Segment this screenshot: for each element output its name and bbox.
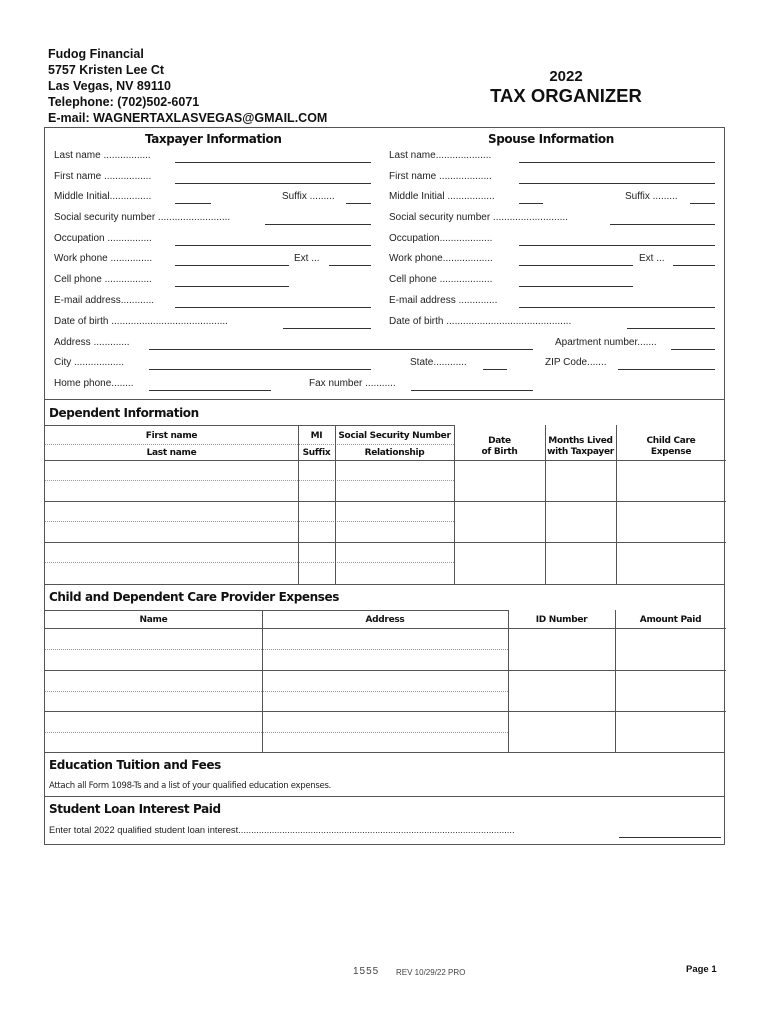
care-col-address: Address (365, 615, 405, 625)
dependent-row[interactable] (45, 543, 726, 585)
spouse-dob-field[interactable] (627, 328, 715, 329)
care-provider-section (44, 584, 725, 753)
care-col-id: ID Number (535, 615, 588, 625)
spouse-heading: Spouse Information (488, 132, 614, 146)
spouse-ssn-field[interactable] (610, 224, 715, 225)
taxpayer-last-name-label: Last name ................. (54, 150, 151, 161)
spouse-occupation-field[interactable] (519, 245, 715, 246)
care-provider-row[interactable] (45, 629, 726, 670)
spouse-ssn-label: Social security number ........................... (389, 212, 568, 223)
zip-code-label: ZIP Code....... (545, 357, 607, 368)
form-code: 1555 (353, 966, 380, 977)
dependent-col-suffix: Suffix (302, 448, 331, 458)
spouse-cell-phone-field[interactable] (519, 286, 633, 287)
taxpayer-first-name-label: First name ................. (54, 171, 152, 182)
spouse-last-name-label: Last name.................... (389, 150, 492, 161)
dependent-col-care-expense (616, 436, 726, 458)
dependent-col-relationship: Relationship (364, 448, 425, 458)
firm-address-line2: Las Vegas, NV 89110 (48, 79, 172, 93)
revision-code: REV 10/29/22 PRO (396, 968, 466, 977)
taxpayer-ssn-field[interactable] (265, 224, 371, 225)
taxpayer-ssn-label: Social security number .......................... (54, 212, 231, 223)
spouse-ext-field[interactable] (673, 265, 715, 266)
education-heading: Education Tuition and Fees (49, 758, 221, 772)
taxpayer-cell-phone-label: Cell phone ................. (54, 274, 152, 285)
firm-name: Fudog Financial (48, 47, 144, 61)
dependent-row[interactable] (45, 502, 726, 542)
city-label: City .................. (54, 357, 125, 368)
dependent-col-mi: MI (310, 431, 323, 441)
spouse-dob-label: Date of birth ............................................. (389, 316, 572, 327)
personal-info-section (44, 127, 725, 400)
taxpayer-suffix-field[interactable] (346, 203, 371, 204)
spouse-middle-initial-field[interactable] (519, 203, 543, 204)
dependent-col-months (545, 436, 616, 458)
taxpayer-ext-label: Ext ... (294, 253, 320, 264)
taxpayer-email-field[interactable] (175, 307, 371, 308)
dependent-col-months-line2: with Taxpayer (547, 447, 614, 457)
care-provider-heading: Child and Dependent Care Provider Expenses (49, 590, 339, 604)
dependent-col-last-name: Last name (146, 448, 197, 458)
spouse-ext-label: Ext ... (639, 253, 665, 264)
taxpayer-work-phone-field[interactable] (175, 265, 289, 266)
state-label: State............ (410, 357, 467, 368)
spouse-middle-initial-label: Middle Initial ................. (389, 191, 495, 202)
care-col-name: Name (139, 615, 168, 625)
taxpayer-suffix-label: Suffix ......... (282, 191, 335, 202)
taxpayer-middle-initial-label: Middle Initial............... (54, 191, 152, 202)
student-loan-section (44, 796, 725, 845)
firm-address-line1: 5757 Kristen Lee Ct (48, 63, 165, 77)
spouse-email-field[interactable] (519, 307, 715, 308)
page-number: Page 1 (686, 964, 717, 975)
city-field[interactable] (149, 369, 371, 370)
taxpayer-email-label: E-mail address............ (54, 295, 155, 306)
taxpayer-first-name-field[interactable] (175, 183, 371, 184)
dependent-col-dob-line1: Date (488, 436, 511, 446)
spouse-first-name-field[interactable] (519, 183, 715, 184)
dependent-section (44, 399, 725, 585)
address-field[interactable] (149, 349, 533, 350)
taxpayer-middle-initial-field[interactable] (175, 203, 211, 204)
spouse-suffix-field[interactable] (690, 203, 715, 204)
spouse-suffix-label: Suffix ......... (625, 191, 678, 202)
firm-email: E-mail: WAGNERTAXLASVEGAS@GMAIL.COM (48, 111, 328, 125)
student-loan-amount-field[interactable] (619, 837, 721, 838)
dependent-heading: Dependent Information (49, 406, 199, 420)
dependent-col-care-line1: Child Care (646, 436, 696, 446)
taxpayer-last-name-field[interactable] (175, 162, 371, 163)
taxpayer-dob-field[interactable] (283, 328, 371, 329)
dependent-col-dob (454, 436, 545, 458)
education-section (44, 752, 725, 797)
spouse-occupation-label: Occupation................... (389, 233, 493, 244)
dependent-row[interactable] (45, 461, 726, 501)
state-field[interactable] (483, 369, 507, 370)
taxpayer-heading: Taxpayer Information (145, 132, 282, 146)
care-provider-row[interactable] (45, 671, 726, 711)
dependent-col-care-line2: Expense (650, 447, 692, 457)
spouse-work-phone-label: Work phone.................. (389, 253, 493, 264)
taxpayer-occupation-field[interactable] (175, 245, 371, 246)
taxpayer-dob-label: Date of birth .......................................... (54, 316, 228, 327)
spouse-email-label: E-mail address .............. (389, 295, 498, 306)
fax-number-label: Fax number ........... (309, 378, 396, 389)
apartment-number-label: Apartment number....... (555, 337, 657, 348)
dependent-col-months-line1: Months Lived (548, 436, 613, 446)
taxpayer-occupation-label: Occupation ................ (54, 233, 152, 244)
spouse-cell-phone-label: Cell phone ................... (389, 274, 493, 285)
care-col-amount: Amount Paid (639, 615, 702, 625)
apartment-number-field[interactable] (671, 349, 715, 350)
firm-info (48, 46, 327, 126)
student-loan-heading: Student Loan Interest Paid (49, 802, 221, 816)
dependent-col-ssn: Social Security Number (338, 431, 451, 441)
education-note: Attach all Form 1098-Ts and a list of your qualified education expenses. (49, 781, 331, 791)
spouse-last-name-field[interactable] (519, 162, 715, 163)
dependent-col-first-name: First name (145, 431, 198, 441)
firm-telephone: Telephone: (702)502-6071 (48, 95, 200, 109)
fax-number-field[interactable] (411, 390, 533, 391)
home-phone-field[interactable] (149, 390, 271, 391)
address-label: Address ............. (54, 337, 130, 348)
form-year: 2022 (549, 68, 583, 85)
student-loan-label: Enter total 2022 qualified student loan interest........................................................................................................... (49, 825, 515, 835)
care-provider-row[interactable] (45, 712, 726, 753)
zip-code-field[interactable] (618, 369, 715, 370)
taxpayer-work-phone-label: Work phone ............... (54, 253, 153, 264)
form-title: TAX ORGANIZER (490, 85, 642, 106)
dependent-col-dob-line2: of Birth (481, 447, 518, 457)
taxpayer-ext-field[interactable] (329, 265, 371, 266)
home-phone-label: Home phone........ (54, 378, 134, 389)
spouse-first-name-label: First name ................... (389, 171, 492, 182)
spouse-work-phone-field[interactable] (519, 265, 633, 266)
taxpayer-cell-phone-field[interactable] (175, 286, 289, 287)
